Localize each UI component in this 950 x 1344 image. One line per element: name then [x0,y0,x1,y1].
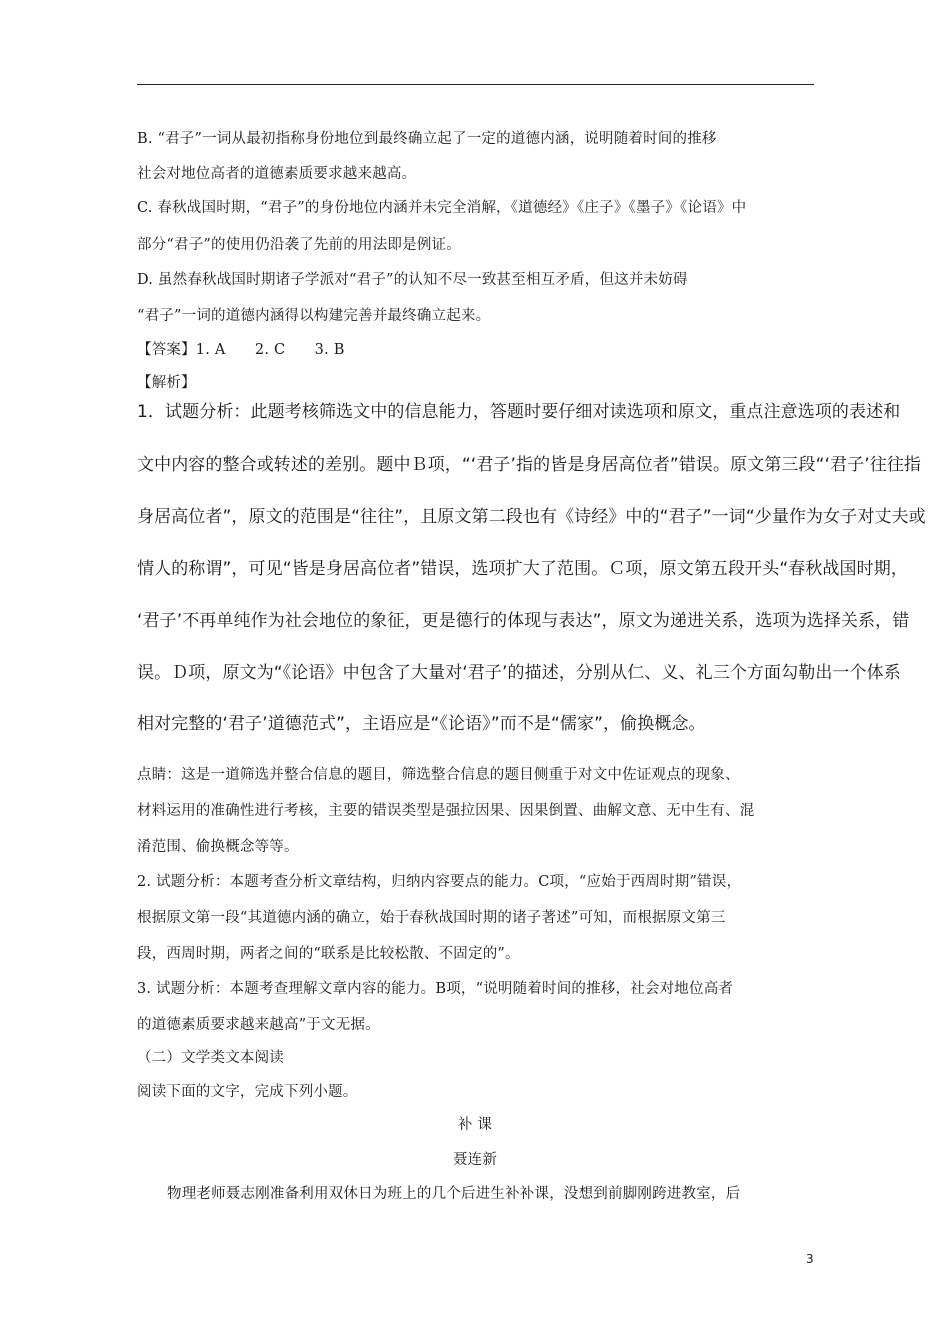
section-heading: （二）文学类文本阅读 [137,1050,284,1066]
analysis-1-line-2: 文中内容的整合或转述的差别。题中Ｂ项，“‘君子’指的皆是身居高位者”错误。原文第三段“‘君子’往往指 [137,455,922,475]
analysis-1-line-7: 相对完整的‘君子’道德范式”，主语应是“《论语》”而不是“儒家”，偷换概念。 [137,714,706,734]
analysis-1-line-4: 情人的称谓”，可见“皆是身居高位者”错误，选项扩大了范围。Ｃ项，原文第五段开头“春秋战国时期， [137,559,908,579]
analysis-1-line-1: 1．试题分析：此题考核筛选文中的信息能力，答题时要仔细对读选项和原文，重点注意选项的表述和 [137,402,901,422]
header-rule [137,84,814,85]
analysis-2-line-1: 2. 试题分析：本题考查分析文章结构，归纳内容要点的能力。C项，“应始于西周时期”错误， [137,874,742,890]
story-title: 补 课 [457,1117,493,1133]
story-author: 聂连新 [452,1152,498,1168]
option-c-line-1: C. 春秋战国时期，“君子”的身份地位内涵并未完全消解，《道德经》《庄子》《墨子》《论语》中 [137,200,747,216]
option-d-line-1: D. 虽然春秋战国时期诸子学派对“君子”的认知不尽一致甚至相互矛盾，但这并未妨碍 [137,272,688,288]
reading-instruction: 阅读下面的文字，完成下列小题。 [137,1084,358,1100]
analysis-1-line-5: ‘君子’不再单纯作为社会地位的象征，更是德行的体现与表达”，原文为递进关系，选项为选择关系，错 [137,611,910,631]
analysis-heading: 【解析】 [137,375,196,391]
note-line-2: 材料运用的准确性进行考核，主要的错误类型是强拉因果、因果倒置、曲解文意、无中生有、混 [137,803,755,819]
analysis-1-line-6: 误。Ｄ项，原文为“《论语》中包含了大量对‘君子’的描述，分别从仁、义、礼三个方面勾勒出一个体系 [137,663,901,683]
story-paragraph-1: 物理老师聂志刚准备利用双休日为班上的几个后进生补补课，没想到前脚刚跨进教室，后 [167,1186,741,1202]
answer-line: 【答案】1. A 2. C 3. B [137,342,345,358]
option-d-line-2: “君子”一词的道德内涵得以构建完善并最终确立起来。 [137,308,491,324]
analysis-2-line-2: 根据原文第一段“其道德内涵的确立，始于春秋战国时期的诸子著述”可知，而根据原文第三 [137,910,726,926]
option-b-line-2: 社会对地位高者的道德素质要求越来越高。 [137,166,417,182]
note-line-3: 淆范围、偷换概念等等。 [137,839,299,855]
analysis-3-line-2: 的道德素质要求越来越高”于文无据。 [137,1017,380,1033]
option-b-line-1: B. “君子”一词从最初指称身份地位到最终确立起了一定的道德内涵，说明随着时间的推移 [137,131,717,147]
page-number: 3 [806,1252,814,1266]
note-line-1: 点睛：这是一道筛选并整合信息的题目，筛选整合信息的题目侧重于对文中佐证观点的现象、 [137,767,740,783]
option-c-line-2: 部分“君子”的使用仍沿袭了先前的用法即是例证。 [137,237,461,253]
analysis-1-line-3: 身居高位者”，原文的范围是“往往”，且原文第二段也有《诗经》中的“君子”一词“少量作为女子对丈夫或 [137,507,926,527]
analysis-3-line-1: 3. 试题分析：本题考查理解文章内容的能力。B项，“说明随着时间的推移，社会对地位高者 [137,981,734,997]
analysis-2-line-3: 段，西周时期，两者之间的“联系是比较松散、不固定的”。 [137,946,520,962]
